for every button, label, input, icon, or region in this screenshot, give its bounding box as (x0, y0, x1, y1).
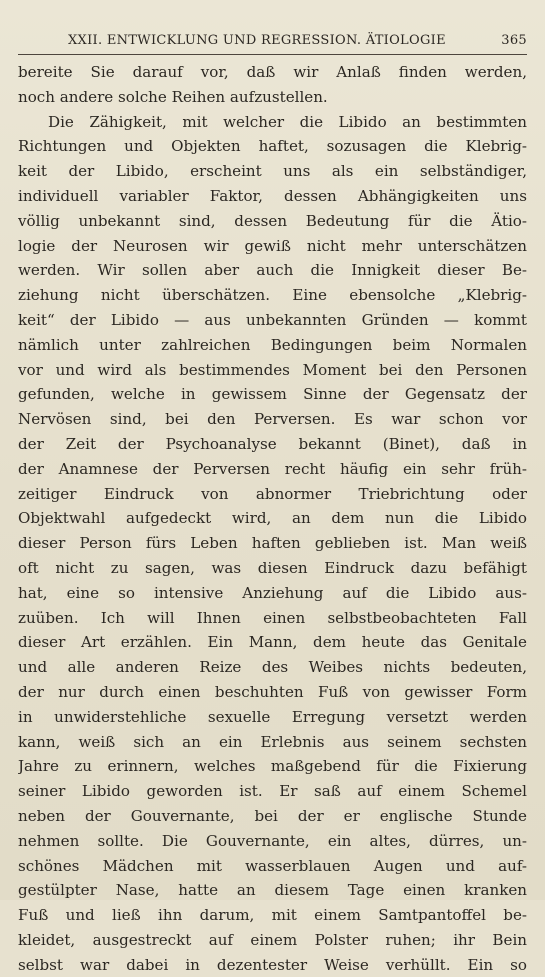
running-head (18, 30, 527, 55)
text-line: vor und wird als bestimmendes Moment bei den Personen (18, 360, 527, 379)
text-line: ziehung nicht überschätzen. Eine ebensolche „Klebrig- (18, 286, 527, 305)
text-line: logie der Neurosen wir gewiß nicht mehr unterschätzen (18, 236, 527, 255)
text-line: in unwiderstehliche sexuelle Erregung versetzt werden (18, 707, 527, 726)
text-line: nämlich unter zahlreichen Bedingungen beim Normalen (18, 335, 527, 354)
text-line: bereite Sie darauf vor, daß wir Anlaß finden werden, (18, 63, 527, 81)
text-line: völlig unbekannt sind, dessen Bedeutung für die Ätio- (18, 211, 527, 230)
text-line: schönes Mädchen mit wasserblauen Augen und auf- (18, 856, 527, 875)
text-line: Jahre zu erinnern, welches maßgebend für die Fixierung (18, 757, 527, 776)
text-line: seiner Libido geworden ist. Er saß auf einem Schemel (18, 782, 527, 801)
page-number: 365 (501, 33, 527, 48)
text-line: individuell variabler Faktor, dessen Abhängigkeiten uns (18, 186, 527, 205)
text-line: kleidet, ausgestreckt auf einem Polster ruhen; ihr Bein (18, 930, 527, 949)
text-line: hat, eine so intensive Anziehung auf die Libido aus- (18, 583, 527, 602)
text-line: dieser Person fürs Leben haften geblieben ist. Man weiß (18, 534, 527, 553)
text-line: der nur durch einen beschuhten Fuß von gewisser Form (18, 682, 527, 701)
chapter-title: XXII. ENTWICKLUNG UND REGRESSION. ÄTIOLOGIE (68, 33, 446, 48)
text-line: nehmen sollte. Die Gouvernante, ein altes, dürres, un- (18, 831, 527, 850)
text-line: gestülpter Nase, hatte an diesem Tage einen kranken (18, 881, 527, 900)
text-line: gefunden, welche in gewissem Sinne der Gegensatz der (18, 385, 527, 404)
text-line: Fuß und ließ ihn darum, mit einem Samtpantoffel be- (18, 906, 527, 925)
text-line: neben der Gouvernante, bei der er englische Stunde (18, 806, 527, 825)
text-line: keit der Libido, erscheint uns als ein selbständiger, (18, 162, 527, 181)
text-line: dieser Art erzählen. Ein Mann, dem heute das Genitale (18, 633, 527, 652)
text-line: zuüben. Ich will Ihnen einen selbstbeobachteten Fall (18, 608, 527, 627)
body-text (18, 60, 527, 977)
text-line: Nervösen sind, bei den Perversen. Es war schon vor (18, 410, 527, 429)
text-line: der Zeit der Psychoanalyse bekannt (Binet), daß in (18, 434, 527, 453)
text-line: werden. Wir sollen aber auch die Innigkeit dieser Be- (18, 261, 527, 280)
text-line: Objektwahl aufgedeckt wird, an dem nun die Libido (18, 509, 527, 528)
text-line: der Anamnese der Perversen recht häufig ein sehr früh- (18, 459, 527, 478)
text-line: oft nicht zu sagen, was diesen Eindruck dazu befähigt (18, 558, 527, 577)
text-line: und alle anderen Reize des Weibes nichts bedeuten, (18, 658, 527, 677)
text-line: selbst war dabei in dezentester Weise verhüllt. Ein so (18, 955, 527, 974)
text-line: noch andere solche Reihen aufzustellen. (18, 87, 328, 106)
text-line: Die Zähigkeit, mit welcher die Libido an bestimmten (48, 112, 527, 131)
text-line: Richtungen und Objekten haftet, sozusagen die Klebrig- (18, 137, 527, 156)
text-line: zeitiger Eindruck von abnormer Triebrichtung oder (18, 484, 527, 503)
text-line: keit“ der Libido — aus unbekannten Gründen — kommt (18, 310, 527, 329)
text-line: kann, weiß sich an ein Erlebnis aus seinem sechsten (18, 732, 527, 751)
